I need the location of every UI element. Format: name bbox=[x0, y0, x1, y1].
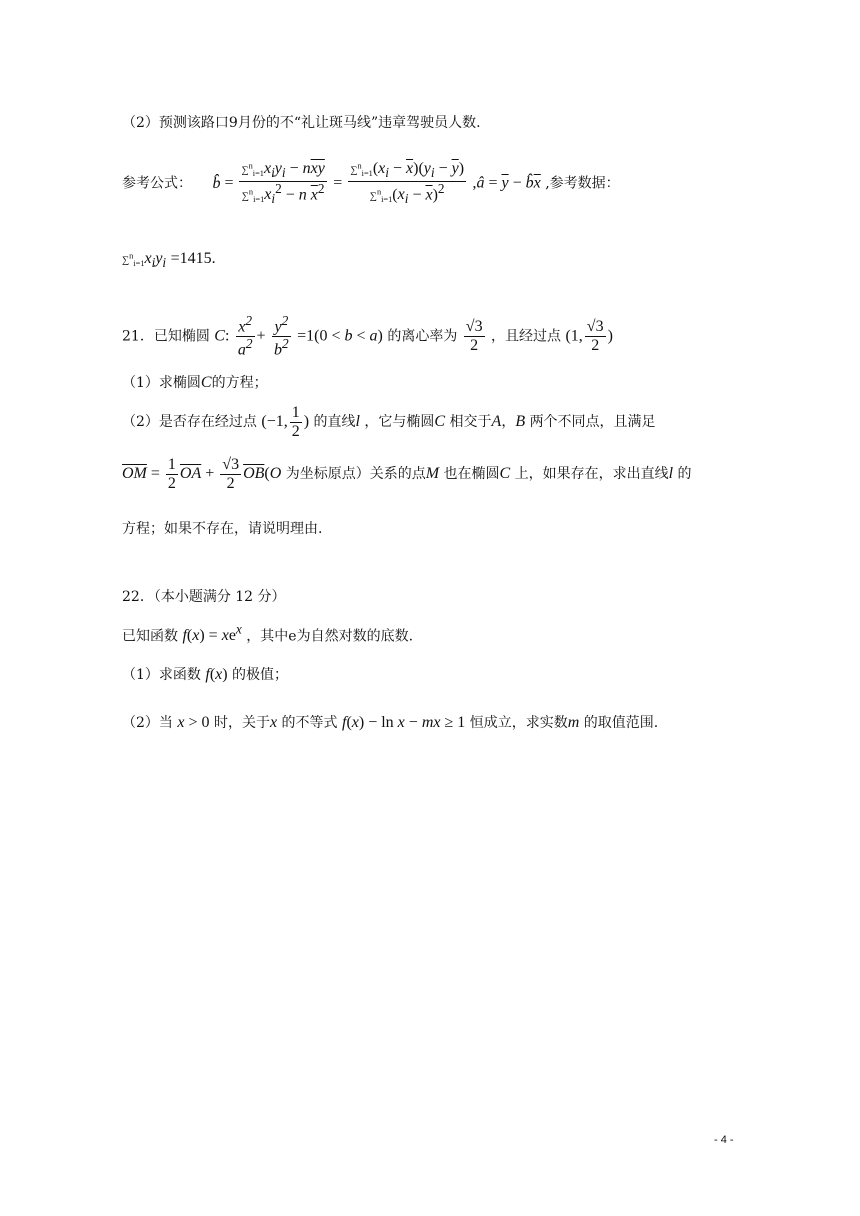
sum-line: $\sum^n_{i=1}x_iy_i =1415$. bbox=[122, 250, 216, 271]
q21-end: 方程；如果不存在，请说明理由. bbox=[122, 521, 323, 537]
q22-part1: （1）求函数 f(x) 的极值； bbox=[122, 666, 289, 683]
formula-label: 参考公式： bbox=[122, 175, 192, 192]
q22-fn: 已知函数 $f(x) = xe^x$ ，其中e为自然对数的底数. bbox=[122, 622, 414, 645]
q22-part2: （2）当 x > 0 时，关于x 的不等式 f(x) − ln x − mx ≥ 1 恒成立，求实数m 的取值范围. bbox=[122, 714, 659, 731]
q21-intro: 21．已知椭圆 C: $\frac{x^2}{a^2}$ + $\frac{y^2}{b^2}$ =1(0 < b < a) 的离心率为 $\frac{√3}{2}$ ，且经过点 (1, $\frac{√3}{2}$ ) bbox=[122, 313, 613, 359]
q22-head: 22．（本小题满分 12 分） bbox=[122, 589, 286, 605]
q21-part1: （1）求椭圆C的方程； bbox=[122, 374, 268, 391]
q21-vector-line: $\overline{OM}$ = $\frac{1}{2}$ $\overline{OA}$ + $\frac{√3}{2}$ $\overline{OB}(O$ 为坐标原点）关系的点M 也在椭圆C 上，如果存在，求出直线l 的 bbox=[122, 456, 692, 492]
formula-line: 参考公式： b̂ = $\frac{\sum^n_{i=1}x_iy_i - n\overline{xy}}{\sum^n_{i=1}x_i^2 - n \overline{x}^2}$ = $\frac{\sum^n_{i=1}(x_i - \overline{x})(y_i - \overline{y})}{\sum^n_{i=1}(x_i - \overline{x})^2}$ ,â = $\overline{y}$ − $b̂\overline{x}$ ,参考数据： bbox=[122, 160, 620, 207]
q20-part2: （2）预测该路口9月份的不“礼让斑马线”违章驾驶员人数. bbox=[122, 115, 481, 131]
sum-value: =1415 bbox=[170, 250, 212, 267]
ref-data-label: ,参考数据： bbox=[545, 175, 620, 192]
page-number: - 4 - bbox=[714, 1134, 734, 1146]
q21-part2: （2）是否存在经过点 (−1, $\frac{1}{2}$ ) 的直线l ，它与椭圆C 相交于A，B 两个不同点，且满足 bbox=[122, 404, 656, 440]
